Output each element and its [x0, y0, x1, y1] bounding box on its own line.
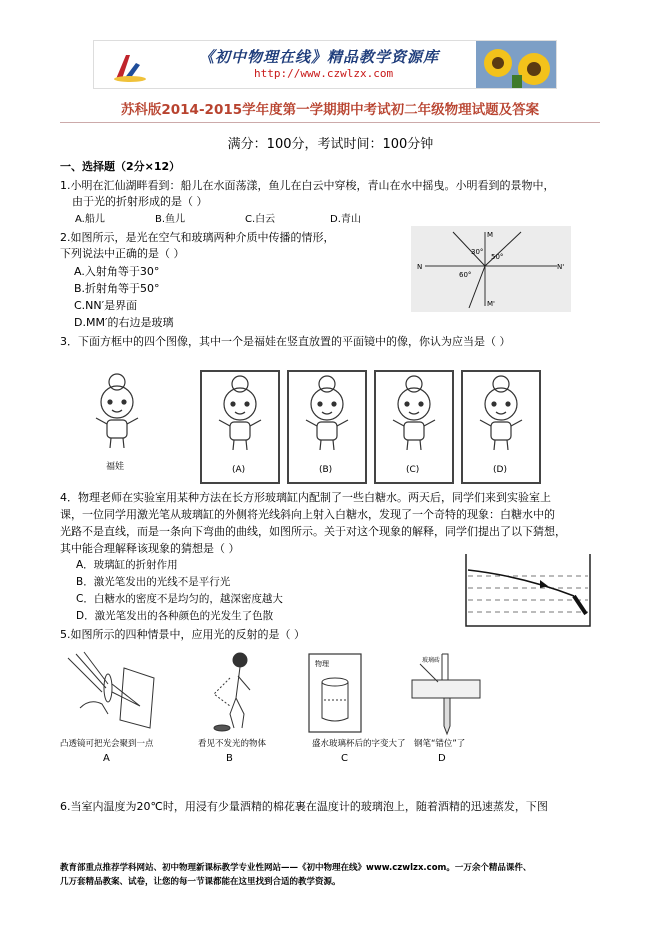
- q3-option-c-box: [374, 370, 454, 484]
- footer-line2: 几万套精品教案、试卷，让您的每一节课都能在这里找到合适的教学资源。: [60, 877, 341, 887]
- q6-text-line1: 6.当室内温度为20℃时，用浸有少量酒精的棉花裹在温度计的玻璃泡上，随着酒精的迅速蒸发，下图: [60, 800, 548, 813]
- q3-caption-b: (B): [319, 465, 333, 475]
- fuwa-option-c-figure: [376, 372, 452, 482]
- q5-caption-b: 看见不发光的物体: [198, 739, 267, 749]
- q1-option-a: A.船儿: [75, 214, 105, 225]
- q5-book-label: 物理: [315, 660, 329, 668]
- q5-girl-figure: [200, 648, 270, 738]
- footer-line1: 教育部重点推荐学科网站、初中物理新课标教学专业性网站——《初中物理在线》www.czwlzx.com。一万余个精品课件、: [60, 863, 532, 873]
- q5-pen-glass-figure: [408, 650, 488, 736]
- q5-glass-book-figure: [305, 652, 367, 736]
- label-60: 60°: [459, 271, 472, 279]
- fuwa-option-b-figure: [289, 372, 365, 482]
- label-m: M: [487, 231, 494, 239]
- label-n: N: [417, 263, 423, 271]
- q2-text-line2: 下列说法中正确的是（ ）: [60, 247, 185, 260]
- q1-option-c: C.白云: [245, 214, 276, 225]
- banner-title: 《初中物理在线》精品教学资源库: [199, 48, 440, 66]
- title-rule: [60, 122, 600, 123]
- q3-caption-c: (C): [406, 465, 420, 475]
- q1-text-line1: 1.小明在汇仙湖畔看到：船儿在水面荡漾，鱼儿在白云中穿梭，青山在水中摇曳。小明看到的景物中，: [60, 179, 555, 192]
- label-n-prime: N': [557, 263, 565, 271]
- header-banner: [93, 40, 557, 89]
- q2-option-c: C.NN′是界面: [74, 299, 138, 312]
- q2-text-line1: 2.如图所示，是光在空气和玻璃两种介质中传播的情形，: [60, 231, 335, 244]
- label-m-prime: M': [487, 300, 495, 308]
- q5-text-line1: 5.如图所示的四种情景中，应用光的反射的是（ ）: [60, 628, 305, 641]
- q3-option-d-box: [461, 370, 541, 484]
- q1-text-line2: 由于光的折射形成的是（ ）: [72, 195, 208, 208]
- q3-caption-d: (D): [493, 465, 507, 475]
- score-line: 满分：100分，考试时间：100分钟: [227, 137, 434, 152]
- q3-caption-a: (A): [232, 465, 246, 475]
- q4-option-b: B．激光笔发出的光线不是平行光: [76, 576, 231, 588]
- q3-option-a-box: [200, 370, 280, 484]
- q5-letter-a: A: [103, 753, 110, 764]
- fuwa-option-d-figure: [463, 372, 539, 482]
- sunflower-image: [476, 41, 556, 88]
- q4-option-c: C．白糖水的密度不是均匀的，越深密度越大: [76, 593, 283, 605]
- q5-caption-a: 凸透镜可把光会聚到一点: [60, 739, 154, 749]
- fuwa-original-figure: [86, 372, 148, 472]
- q3-caption-original: 福娃: [106, 462, 125, 472]
- document-title: 苏科版2014-2015学年度第一学期期中考试初二年级物理试题及答案: [120, 102, 540, 118]
- q4-option-a: A．玻璃缸的折射作用: [76, 559, 178, 571]
- q5-letter-d: D: [438, 753, 446, 764]
- q2-option-a: A.入射角等于30°: [74, 265, 160, 278]
- q2-option-b: B.折射角等于50°: [74, 282, 160, 295]
- label-50: 50°: [491, 253, 504, 261]
- q5-convex-lens-figure: [62, 648, 162, 738]
- q5-caption-c: 盛水玻璃杯后的字变大了: [312, 739, 406, 749]
- q4-text-line3: 光路不是直线，而是一条向下弯曲的曲线，如图所示。关于对这个现象的解释，同学们提出了以下猜想，: [60, 525, 566, 538]
- q5-letter-b: B: [226, 753, 233, 764]
- section-heading: 一、选择题（2分×12）: [60, 160, 181, 173]
- site-logo-icon: [112, 49, 148, 83]
- q1-option-d: D.青山: [330, 214, 361, 225]
- q4-option-d: D．激光笔发出的各种颜色的光发生了色散: [76, 610, 274, 622]
- q2-refraction-diagram: [411, 226, 571, 312]
- q5-caption-d: 钢笔“错位”了: [414, 739, 466, 749]
- q3-option-b-box: [287, 370, 367, 484]
- q4-text-line2: 课，一位同学用激光笔从玻璃缸的外侧将光线斜向上射入白糖水，发现了一个奇特的现象：白糖水中的: [60, 508, 555, 521]
- q5-letter-c: C: [341, 753, 348, 764]
- q3-text-line1: 3．下面方框中的四个图像，其中一个是福娃在竖直放置的平面镜中的像，你认为应当是（ ）: [60, 335, 511, 348]
- q4-text-line1: 4．物理老师在实验室用某种方法在长方形玻璃缸内配制了一些白糖水。两天后，同学们来到实验室上: [60, 491, 551, 504]
- fuwa-option-a-figure: [202, 372, 278, 482]
- q4-text-line4: 其中能合理解释该现象的猜想是（ ）: [60, 542, 240, 555]
- q4-glass-tank-diagram: [462, 550, 596, 630]
- q1-option-b: B.鱼儿: [155, 214, 186, 225]
- q2-option-d: D.MM′的右边是玻璃: [74, 316, 174, 329]
- label-30: 30°: [471, 248, 484, 256]
- q5-glass-label: 玻璃砖: [422, 657, 441, 664]
- banner-url[interactable]: http://www.czwlzx.com: [254, 67, 394, 80]
